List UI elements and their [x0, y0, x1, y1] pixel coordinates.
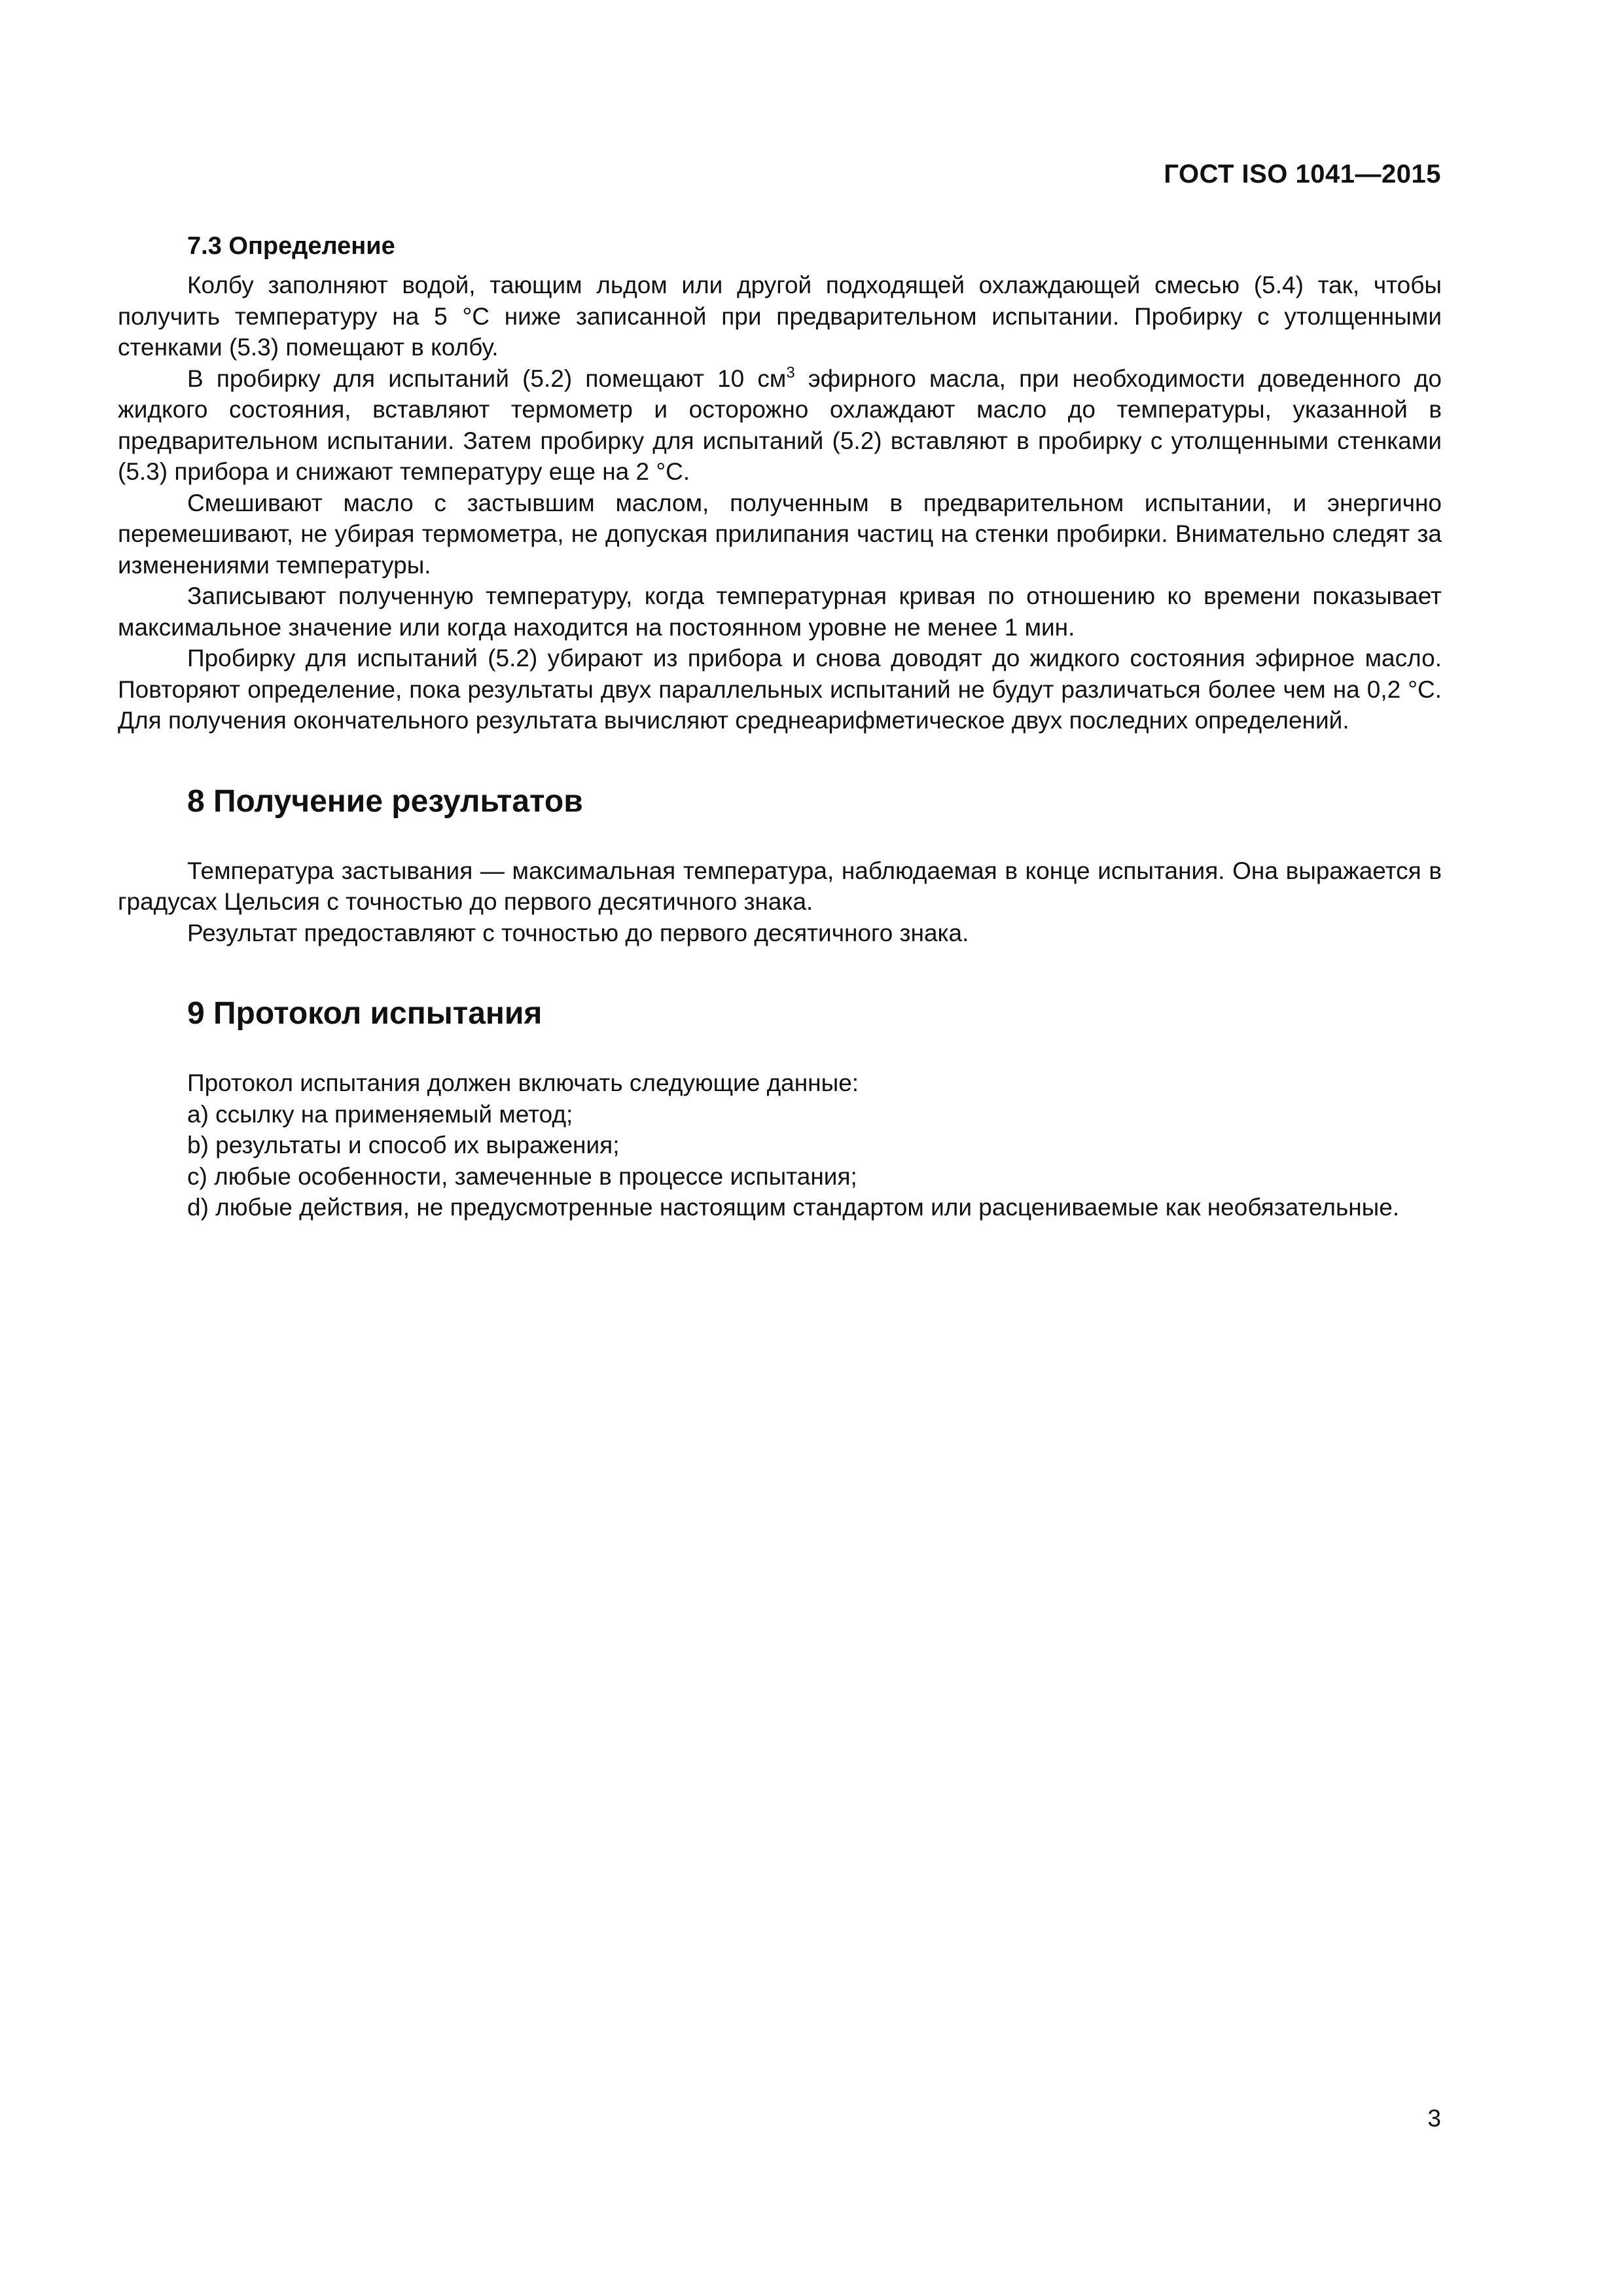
paragraph: [118, 363, 1442, 488]
paragraph: Смешивают масло с застывшим маслом, полученным в предварительном испытании, и энергично перемешивают, не убирая термометра, не допуская прилипания частиц на стенки пробирки. Внимательно следят за изменениями температуры.: [118, 489, 1442, 579]
section-9-title: 9 Протокол испытания: [187, 996, 543, 1031]
list-item: a) ссылку на применяемый метод;: [187, 1100, 573, 1128]
document-body: [118, 230, 1442, 1223]
paragraph-text: В пробирку для испытаний (5.2) помещают 10 см: [187, 365, 787, 392]
superscript: 3: [786, 363, 795, 382]
paragraph: Пробирку для испытаний (5.2) убирают из прибора и снова доводят до жидкого состояния эфирное масло. Повторяют определение, пока результаты двух параллельных испытаний не будут различаться более чем на 0,2 °С. Для получения окончательного результата вычисляют среднеарифметическое двух последних определений.: [118, 645, 1442, 734]
paragraph: Протокол испытания должен включать следующие данные:: [187, 1069, 859, 1096]
paragraph: Записывают полученную температуру, когда температурная кривая по отношению ко времени показывает максимальное значение или когда находится на постоянном уровне не менее 1 мин.: [118, 583, 1442, 641]
paragraph-text: эфирного масла, при необходимости доведенного до жидкого состояния, вставляют термометр и осторожно охлаждают масло до температуры, указанной в предварительном испытании. Затем пробирку для испытаний (5.2) вставляют в пробирку с утолщенными стенками (5.3) прибора и снижают температуру еще на 2 °С.: [118, 365, 1442, 485]
paragraph: Результат предоставляют с точностью до первого десятичного знака.: [187, 919, 969, 946]
list-item: c) любые особенности, замеченные в процессе испытания;: [187, 1162, 857, 1190]
list-item: b) результаты и способ их выражения;: [187, 1132, 620, 1158]
section-8-title: 8 Получение результатов: [187, 783, 583, 819]
paragraph: Колбу заполняют водой, тающим льдом или другой подходящей охлаждающей смесью (5.4) так, чтобы получить температуру на 5 °С ниже записанной при предварительном испытании. Пробирку с утолщенными стенками (5.3) помещают в колбу.: [118, 272, 1442, 361]
paragraph: Температура застывания — максимальная температура, наблюдаемая в конце испытания. Она выражается в градусах Цельсия с точностью до первого десятичного знака.: [118, 857, 1442, 915]
document-header: ГОСТ ISO 1041—2015: [1164, 160, 1441, 188]
list-item: d) любые действия, не предусмотренные настоящим стандартом или расцениваемые как необязательные.: [187, 1194, 1400, 1221]
page-number: 3: [1427, 2105, 1441, 2132]
subsection-7-3-title: 7.3 Определение: [187, 232, 395, 260]
